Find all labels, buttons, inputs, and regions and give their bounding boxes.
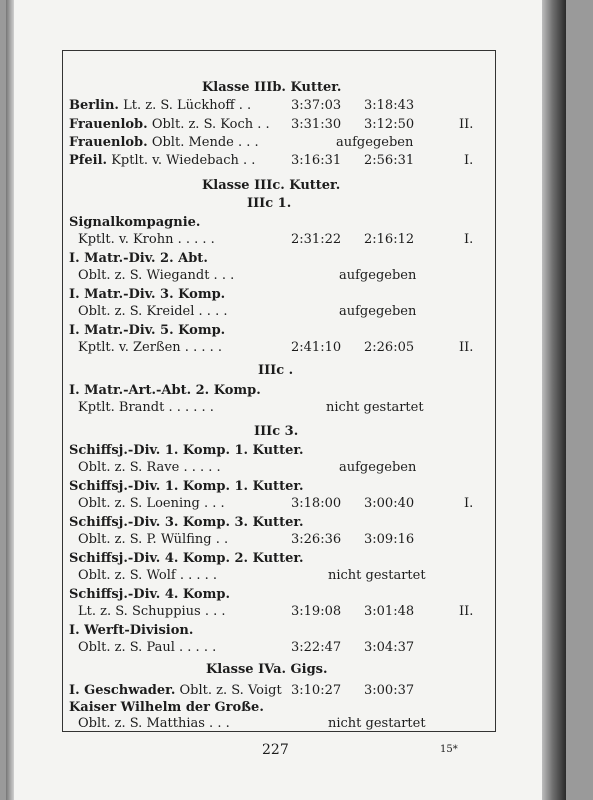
result-row: Kptlt. v. Krohn . . . . . [78,232,215,247]
time-corrected: 3:00:37 [364,683,415,698]
team-name: I. Matr.-Art.-Abt. 2. Komp. [69,383,261,398]
result-row: Oblt. z. S. Loening . . . [78,496,225,511]
time-elapsed: 3:22:47 [291,640,342,655]
time-corrected: 3:04:37 [364,640,415,655]
book-page [6,0,566,800]
time-corrected: 2:56:31 [364,153,415,168]
section-heading: Klasse IIIb. Kutter. [202,80,342,95]
section-heading: Klasse IVa. Gigs. [206,662,328,677]
time-elapsed: 3:18:00 [291,496,342,511]
book-spine [542,0,566,800]
result-row: Kptlt. v. Zerßen . . . . . [78,340,222,355]
time-elapsed: 2:41:10 [291,340,342,355]
status-text: nicht gestartet [328,716,426,731]
result-row: Oblt. z. S. Kreidel . . . . [78,304,228,319]
time-elapsed: 3:26:36 [291,532,342,547]
result-row: Kptlt. Brandt . . . . . . [78,400,214,415]
time-corrected: 3:18:43 [364,98,415,113]
placing: II. [459,117,474,132]
placing: I. [464,232,474,247]
status-text: aufgegeben [336,135,414,150]
time-elapsed: 3:31:30 [291,117,342,132]
team-name: I. Matr.-Div. 5. Komp. [69,323,226,338]
time-corrected: 3:12:50 [364,117,415,132]
status-text: nicht gestartet [326,400,424,415]
team-name: I. Matr.-Div. 3. Komp. [69,287,226,302]
time-corrected: 2:16:12 [364,232,415,247]
result-row: Oblt. z. S. Paul . . . . . [78,640,217,655]
placing: II. [459,340,474,355]
result-row: Pfeil. Kptlt. v. Wiedebach . . [69,153,256,168]
time-corrected: 3:01:48 [364,604,415,619]
time-elapsed: 2:31:22 [291,232,342,247]
subsection-heading: IIIc 3. [254,424,299,439]
subsection-heading: IIIc 1. [247,196,292,211]
team-name: I. Matr.-Div. 2. Abt. [69,251,208,266]
page-shadow [6,0,14,800]
time-elapsed: 3:16:31 [291,153,342,168]
result-row: I. Geschwader. Oblt. z. S. Voigt [69,683,282,698]
result-row: Oblt. z. S. Matthias . . . [78,716,230,731]
result-row: Oblt. z. S. P. Wülfing . . [78,532,229,547]
team-name: I. Werft-Division. [69,623,194,638]
team-name: Signalkompagnie. [69,215,201,230]
status-text: aufgegeben [339,304,417,319]
time-corrected: 2:26:05 [364,340,415,355]
result-row: Berlin. Lt. z. S. Lückhoff . . [69,98,252,113]
time-elapsed: 3:19:08 [291,604,342,619]
time-elapsed: 3:10:27 [291,683,342,698]
section-heading: Klasse IIIc. Kutter. [202,178,341,193]
team-name: Schiffsj.-Div. 1. Komp. 1. Kutter. [69,443,304,458]
result-row: Frauenlob. Oblt. z. S. Koch . . [69,117,270,132]
team-name: Schiffsj.-Div. 1. Komp. 1. Kutter. [69,479,304,494]
status-text: aufgegeben [339,268,417,283]
status-text: nicht gestartet [328,568,426,583]
team-name: Kaiser Wilhelm der Große. [69,700,264,715]
team-name: Schiffsj.-Div. 4. Komp. 2. Kutter. [69,551,304,566]
subsection-heading: IIIc . [258,363,294,378]
page-number: 227 [262,742,289,758]
time-corrected: 3:09:16 [364,532,415,547]
signature-mark: 15* [440,744,458,755]
placing: I. [464,153,474,168]
status-text: aufgegeben [339,460,417,475]
placing: II. [459,604,474,619]
team-name: Schiffsj.-Div. 4. Komp. [69,587,230,602]
result-row: Frauenlob. Oblt. Mende . . . [69,135,259,150]
time-elapsed: 3:37:03 [291,98,342,113]
placing: I. [464,496,474,511]
result-row: Lt. z. S. Schuppius . . . [78,604,226,619]
team-name: Schiffsj.-Div. 3. Komp. 3. Kutter. [69,515,304,530]
result-row: Oblt. z. S. Wolf . . . . . [78,568,218,583]
result-row: Oblt. z. S. Wiegandt . . . [78,268,235,283]
time-corrected: 3:00:40 [364,496,415,511]
result-row: Oblt. z. S. Rave . . . . . [78,460,221,475]
